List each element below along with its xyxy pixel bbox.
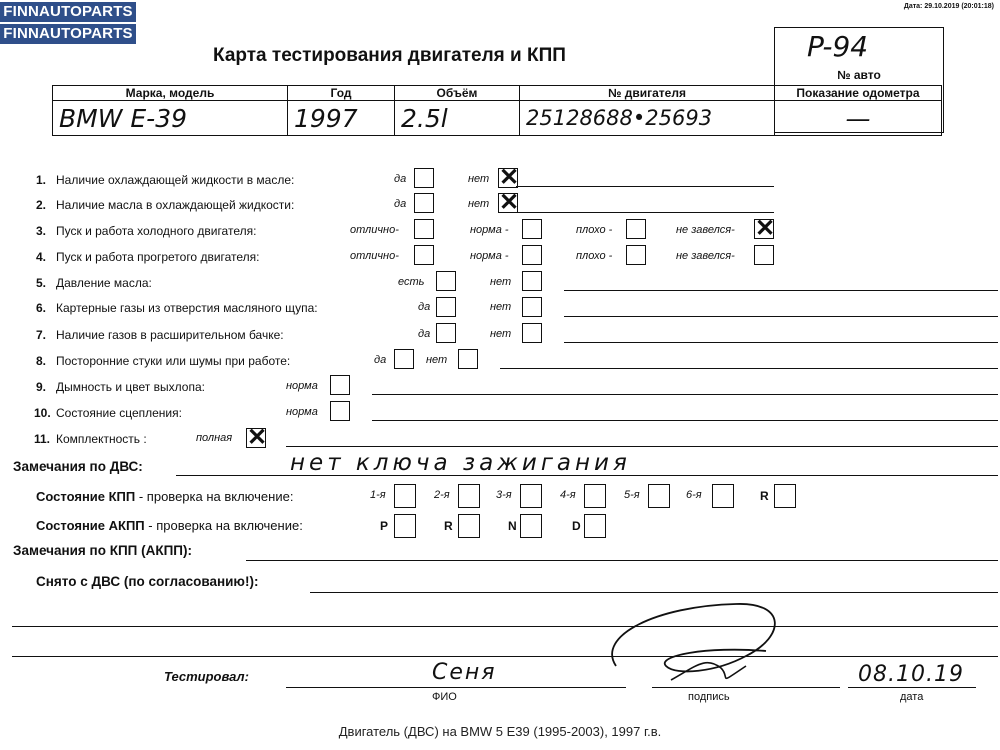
tested-label: Тестировал: <box>164 669 249 684</box>
auto-d-label: D <box>572 519 581 533</box>
gearbox-label: Состояние КПП <box>36 489 136 504</box>
gear-4-label: 4-я <box>560 489 576 501</box>
gear-5-label: 5-я <box>624 489 640 501</box>
q4-opt3-label: плохо - <box>576 250 613 262</box>
q4-opt2-box[interactable] <box>522 245 542 265</box>
engine-remarks-value: нет ключа зажигания <box>290 450 631 476</box>
q8-yes-label: да <box>374 354 387 366</box>
q8-yes-box[interactable] <box>394 349 414 369</box>
gear-r-box[interactable] <box>774 484 796 508</box>
auto-p-box[interactable] <box>394 514 416 538</box>
q10-opt-box[interactable] <box>330 401 350 421</box>
removed-line <box>310 592 998 593</box>
q8-line <box>500 368 998 369</box>
q6-text: Картерные газы из отверстия масляного щупа: <box>56 301 318 315</box>
gear-r-label: R <box>760 489 769 503</box>
engine-remarks-line <box>176 475 998 476</box>
q5-text: Давление масла: <box>56 276 152 290</box>
q8-no-box[interactable] <box>458 349 478 369</box>
q3-text: Пуск и работа холодного двигателя: <box>56 224 257 238</box>
q1-line <box>516 186 774 187</box>
q7-yes-box[interactable] <box>436 323 456 343</box>
auto-row <box>36 518 303 533</box>
q3-opt3-label: плохо - <box>576 224 613 236</box>
q6-no-label: нет <box>490 301 512 313</box>
q1-no-box[interactable]: ✕ <box>499 164 520 191</box>
gearbox-row <box>36 489 293 504</box>
q2-line <box>516 212 774 213</box>
signature-graphic <box>596 596 796 700</box>
q6-yes-label: да <box>418 301 431 313</box>
q4-opt2-label: норма - <box>470 250 509 262</box>
gear-2-box[interactable] <box>458 484 480 508</box>
auto-r-box[interactable] <box>458 514 480 538</box>
q4-opt1-label: отлично- <box>350 250 399 262</box>
q4-text: Пуск и работа прогретого двигателя: <box>56 250 260 264</box>
logo-top: FINNAUTOPARTS <box>0 2 136 22</box>
q11-opt-label: полная <box>196 432 233 444</box>
q3-opt4-box[interactable]: ✕ <box>755 215 776 242</box>
engine-remarks-label: Замечания по ДВС: <box>13 459 143 474</box>
q5-no-box[interactable] <box>522 271 542 291</box>
q7-no-box[interactable] <box>522 323 542 343</box>
q3-opt1-label: отлично- <box>350 224 399 236</box>
q8-no-label: нет <box>426 354 448 366</box>
q2-no-box[interactable]: ✕ <box>499 189 520 216</box>
volume-value: 2.5l <box>395 101 520 136</box>
gear-5-box[interactable] <box>648 484 670 508</box>
q7-num: 7. <box>36 328 47 342</box>
tester-name-value: Сеня <box>432 660 497 685</box>
q8-num: 8. <box>36 354 47 368</box>
q1-yes-box[interactable] <box>414 168 434 188</box>
date-stamp: Дата: 29.10.2019 (20:01:18) <box>903 3 994 10</box>
q4-opt4-box[interactable] <box>754 245 774 265</box>
auto-label: Состояние АКПП <box>36 518 145 533</box>
q10-line <box>372 420 998 421</box>
gear-6-label: 6-я <box>686 489 702 501</box>
q5-yes-label: есть <box>398 276 425 288</box>
q9-num: 9. <box>36 380 47 394</box>
q6-no-box[interactable] <box>522 297 542 317</box>
signature-line <box>652 687 840 688</box>
col-odometer: Показание одометра <box>775 86 942 101</box>
q8-text: Посторонние стуки или шумы при работе: <box>56 354 291 368</box>
q7-yes-label: да <box>418 328 431 340</box>
gear-1-label: 1-я <box>370 489 386 501</box>
gearbox-remarks-line <box>246 560 998 561</box>
auto-number-label: № авто <box>837 68 881 82</box>
q3-num: 3. <box>36 224 47 238</box>
q7-line <box>564 342 998 343</box>
year-value: 1997 <box>288 101 395 136</box>
auto-number-value: P-94 <box>807 30 869 63</box>
q2-no-label: нет <box>468 198 490 210</box>
q11-text: Комплектность : <box>56 432 147 446</box>
q7-no-label: нет <box>490 328 512 340</box>
removed-label: Снято с ДВС (по согласованию!): <box>36 574 259 589</box>
auto-n-box[interactable] <box>520 514 542 538</box>
q6-yes-box[interactable] <box>436 297 456 317</box>
q9-opt-label: норма <box>286 380 318 392</box>
q9-opt-box[interactable] <box>330 375 350 395</box>
gear-6-box[interactable] <box>712 484 734 508</box>
q3-opt1-box[interactable] <box>414 219 434 239</box>
gear-2-label: 2-я <box>434 489 450 501</box>
gearbox-suffix: - проверка на включение: <box>135 489 294 504</box>
odometer-value: — <box>775 101 942 136</box>
q11-opt-box[interactable]: ✕ <box>247 424 268 451</box>
q10-opt-label: норма <box>286 406 318 418</box>
auto-p-label: P <box>380 519 389 533</box>
auto-d-box[interactable] <box>584 514 606 538</box>
date-line <box>848 687 976 688</box>
q2-yes-box[interactable] <box>414 193 434 213</box>
q1-num: 1. <box>36 173 47 187</box>
page-title: Карта тестирования двигателя и КПП <box>213 45 566 66</box>
q3-opt2-label: норма - <box>470 224 509 236</box>
name-line <box>286 687 626 688</box>
q1-yes-label: да <box>394 173 407 185</box>
auto-suffix: - проверка на включение: <box>144 518 303 533</box>
image-caption: Двигатель (ДВС) на BMW 5 E39 (1995-2003), 1997 г.в. <box>338 724 662 739</box>
q5-yes-box[interactable] <box>436 271 456 291</box>
q5-num: 5. <box>36 276 47 290</box>
q3-opt4-label: не завелся- <box>676 224 735 236</box>
q9-text: Дымность и цвет выхлопа: <box>56 380 205 394</box>
q2-num: 2. <box>36 198 47 212</box>
q2-yes-label: да <box>394 198 407 210</box>
q6-num: 6. <box>36 301 47 315</box>
col-volume: Объём <box>395 86 520 101</box>
engine-no-value: 25128688•25693 <box>520 101 775 136</box>
name-caption: ФИО <box>432 691 457 703</box>
col-engine-no: № двигателя <box>520 86 775 101</box>
gear-3-label: 3-я <box>496 489 512 501</box>
col-make: Марка, модель <box>53 86 288 101</box>
vehicle-table <box>52 85 942 136</box>
q11-line <box>286 446 998 447</box>
q4-num: 4. <box>36 250 47 264</box>
gear-3-box[interactable] <box>520 484 542 508</box>
q2-text: Наличие масла в охлаждающей жидкости: <box>56 198 295 212</box>
date-caption: дата <box>900 691 924 703</box>
signature-caption: подпись <box>688 691 730 703</box>
blank-line-1 <box>12 626 998 627</box>
gearbox-remarks-label: Замечания по КПП (АКПП): <box>13 543 192 558</box>
gear-4-box[interactable] <box>584 484 606 508</box>
test-date-value: 08.10.19 <box>858 662 964 687</box>
q4-opt4-label: не завелся- <box>676 250 735 262</box>
q10-num: 10. <box>34 406 51 420</box>
make-value: ВМW E-39 <box>53 101 288 136</box>
col-year: Год <box>288 86 395 101</box>
q4-opt1-box[interactable] <box>414 245 434 265</box>
auto-n-label: N <box>508 519 517 533</box>
auto-r-label: R <box>444 519 453 533</box>
q6-line <box>564 316 998 317</box>
q9-line <box>372 394 998 395</box>
q3-opt3-box[interactable] <box>626 219 646 239</box>
gear-1-box[interactable] <box>394 484 416 508</box>
blank-line-2 <box>12 656 998 657</box>
q11-num: 11. <box>34 432 51 446</box>
q7-text: Наличие газов в расширительном бачке: <box>56 328 284 342</box>
logo-bottom: FINNAUTOPARTS <box>0 24 136 44</box>
q1-no-label: нет <box>468 173 490 185</box>
q5-no-label: нет <box>490 276 512 288</box>
q1-text: Наличие охлаждающей жидкости в масле: <box>56 173 295 187</box>
q5-line <box>564 290 998 291</box>
q4-opt3-box[interactable] <box>626 245 646 265</box>
q10-text: Состояние сцепления: <box>56 406 182 420</box>
q3-opt2-box[interactable] <box>522 219 542 239</box>
